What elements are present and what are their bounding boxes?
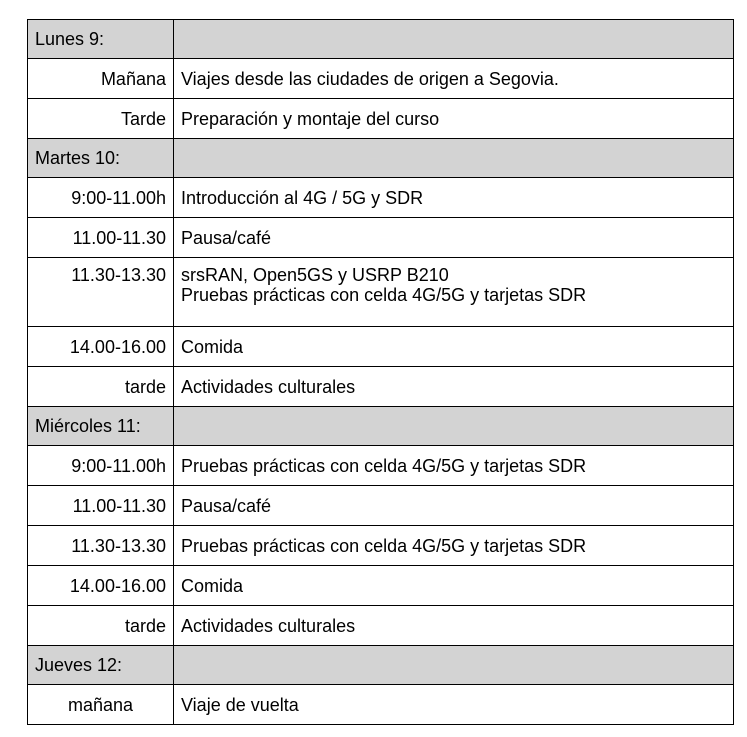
time-cell: Mañana bbox=[28, 59, 174, 99]
time-cell: tarde bbox=[28, 367, 174, 407]
table-row bbox=[28, 367, 734, 407]
activity-cell bbox=[174, 566, 734, 606]
time-cell: tarde bbox=[28, 606, 174, 646]
day-header-empty-cell bbox=[174, 20, 734, 59]
activity-text: Pausa/café bbox=[181, 495, 272, 516]
activity-text: Viaje de vuelta bbox=[181, 694, 299, 715]
schedule-table bbox=[27, 19, 734, 725]
activity-cell bbox=[174, 526, 734, 566]
time-cell: 14.00-16.00 bbox=[28, 566, 174, 606]
activity-cell bbox=[174, 99, 734, 139]
activity-cell bbox=[174, 258, 734, 327]
activity-text: Actividades culturales bbox=[181, 615, 356, 636]
day-header-empty-cell bbox=[174, 407, 734, 446]
activity-cell bbox=[174, 685, 734, 725]
table-row bbox=[28, 566, 734, 606]
time-cell: Tarde bbox=[28, 99, 174, 139]
table-row bbox=[28, 685, 734, 725]
activity-cell bbox=[174, 606, 734, 646]
activity-text: Pausa/café bbox=[181, 227, 272, 248]
activity-text: Pruebas prácticas con celda 4G/5G y tarjetas SDR bbox=[181, 285, 587, 305]
activity-text: Comida bbox=[181, 575, 244, 596]
activity-cell bbox=[174, 486, 734, 526]
table-row bbox=[28, 327, 734, 367]
time-cell: 9:00-11.00h bbox=[28, 178, 174, 218]
day-label: Martes 10: bbox=[28, 139, 174, 178]
activity-text: Actividades culturales bbox=[181, 376, 356, 397]
activity-cell bbox=[174, 218, 734, 258]
activity-text: Preparación y montaje del curso bbox=[181, 108, 440, 129]
activity-cell bbox=[174, 59, 734, 99]
table-row bbox=[28, 526, 734, 566]
day-label: Lunes 9: bbox=[28, 20, 174, 59]
table-row bbox=[28, 178, 734, 218]
table-row bbox=[28, 99, 734, 139]
activity-text: Introducción al 4G / 5G y SDR bbox=[181, 187, 424, 208]
time-cell: 14.00-16.00 bbox=[28, 327, 174, 367]
activity-text: Viajes desde las ciudades de origen a Segovia. bbox=[181, 68, 559, 89]
activity-cell bbox=[174, 367, 734, 407]
activity-text: srsRAN, Open5GS y USRP B210 bbox=[181, 265, 449, 285]
day-header-row bbox=[28, 407, 734, 446]
time-cell: 11.30-13.30 bbox=[28, 258, 174, 327]
table-row bbox=[28, 446, 734, 486]
day-label: Jueves 12: bbox=[28, 646, 174, 685]
day-label: Miércoles 11: bbox=[28, 407, 174, 446]
time-cell: 11.00-11.30 bbox=[28, 218, 174, 258]
table-row bbox=[28, 606, 734, 646]
table-row bbox=[28, 218, 734, 258]
time-cell: mañana bbox=[28, 685, 174, 725]
activity-cell bbox=[174, 327, 734, 367]
activity-text: Pruebas prácticas con celda 4G/5G y tarjetas SDR bbox=[181, 535, 587, 556]
time-cell: 9:00-11.00h bbox=[28, 446, 174, 486]
table-row bbox=[28, 59, 734, 99]
table-row bbox=[28, 486, 734, 526]
activity-text: Comida bbox=[181, 336, 244, 357]
day-header-row bbox=[28, 139, 734, 178]
day-header-row bbox=[28, 646, 734, 685]
activity-cell bbox=[174, 178, 734, 218]
time-cell: 11.30-13.30 bbox=[28, 526, 174, 566]
activity-text: Pruebas prácticas con celda 4G/5G y tarjetas SDR bbox=[181, 455, 587, 476]
activity-cell bbox=[174, 446, 734, 486]
day-header-empty-cell bbox=[174, 139, 734, 178]
table-row bbox=[28, 258, 734, 327]
day-header-row bbox=[28, 20, 734, 59]
day-header-empty-cell bbox=[174, 646, 734, 685]
time-cell: 11.00-11.30 bbox=[28, 486, 174, 526]
